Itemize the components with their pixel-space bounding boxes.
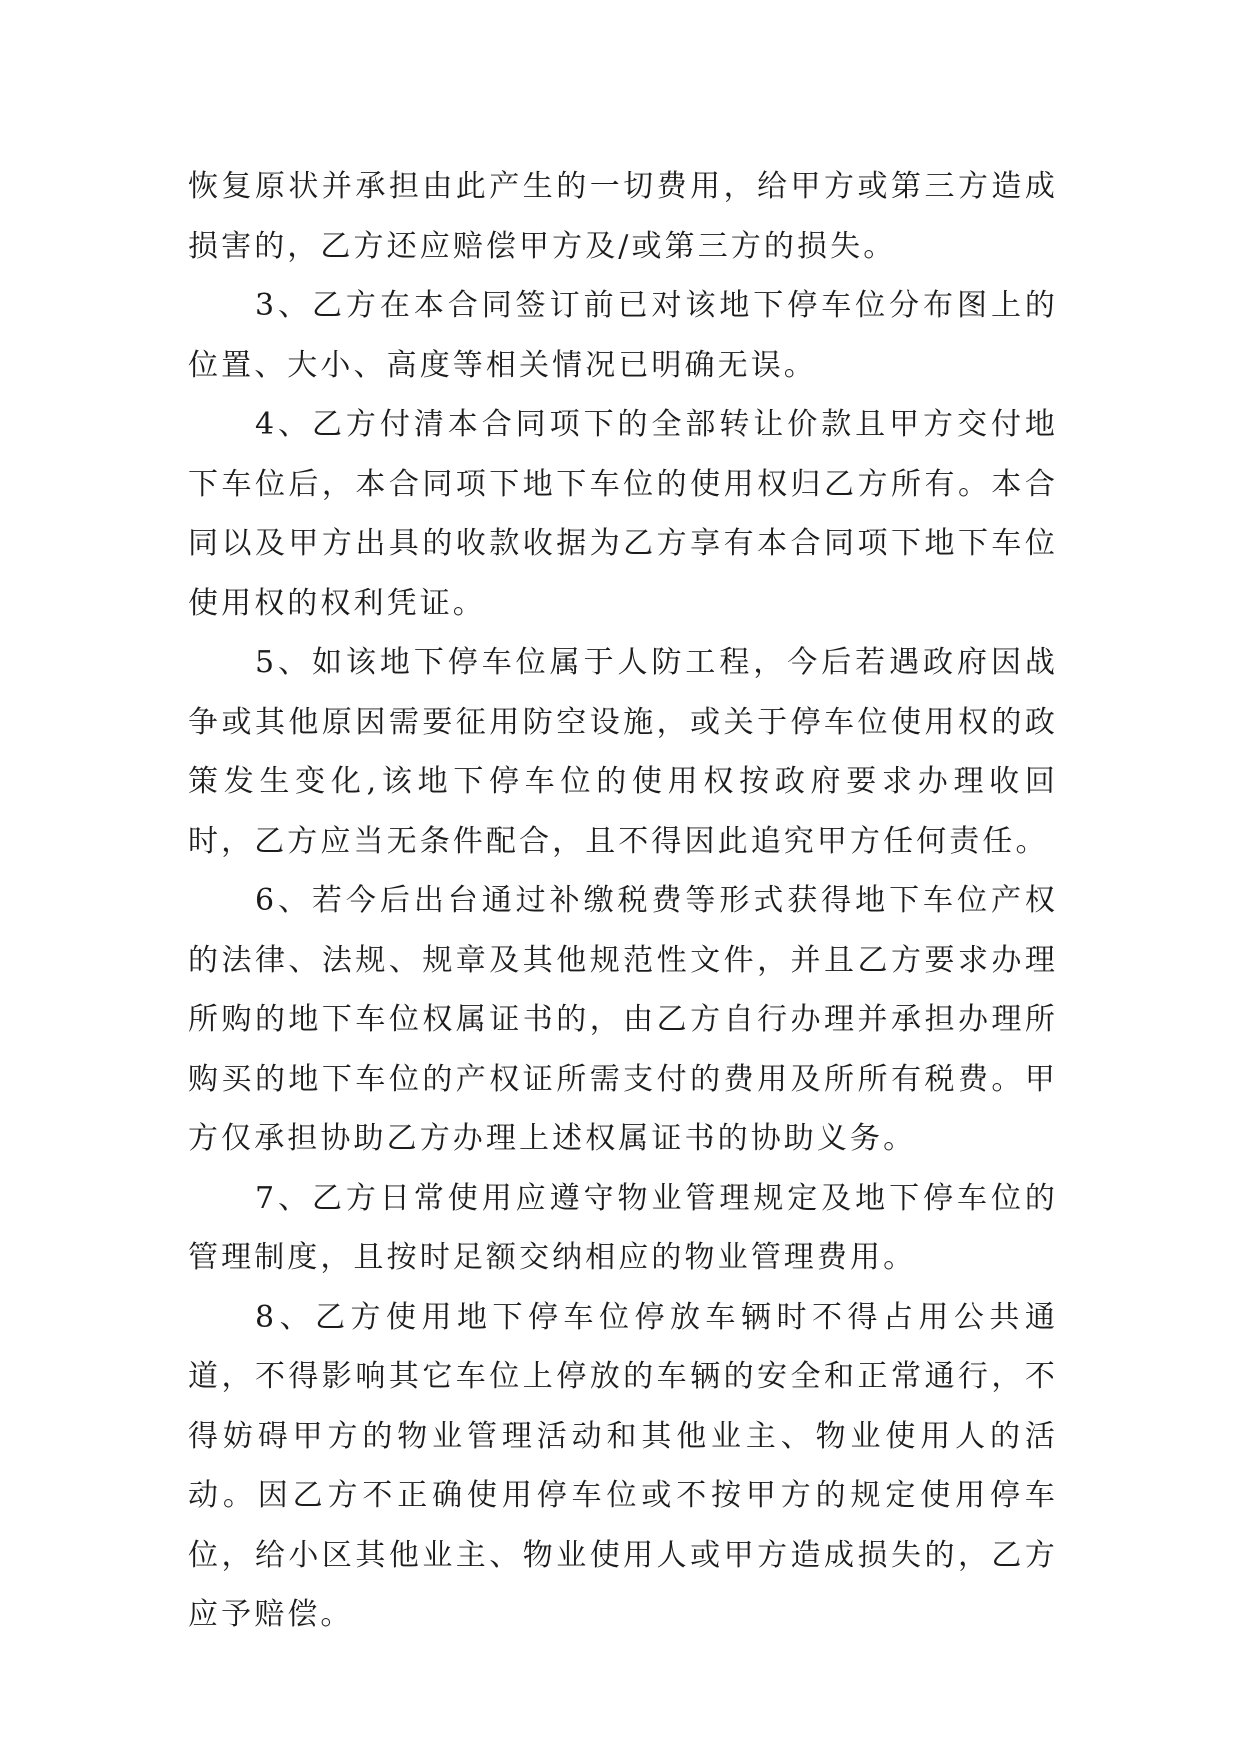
paragraph-clause-4: 4、乙方付清本合同项下的全部转让价款且甲方交付地下车位后，本合同项下地下车位的使用权归乙方所有。本合同以及甲方出具的收款收据为乙方享有本合同项下地下车位使用权的权利凭证。 [188, 407, 1058, 621]
paragraph-clause-5: 5、如该地下停车位属于人防工程，今后若遇政府因战争或其他原因需要征用防空设施，或关于停车位使用权的政策发生变化,该地下停车位的使用权按政府要求办理收回时，乙方应当无条件配合，且不得因此追究甲方任何责任。 [188, 645, 1058, 859]
paragraph-clause-3: 3、乙方在本合同签订前已对该地下停车位分布图上的位置、大小、高度等相关情况已明确无误。 [188, 288, 1058, 383]
paragraph-clause-7: 7、乙方日常使用应遵守物业管理规定及地下停车位的管理制度，且按时足额交纳相应的物业管理费用。 [188, 1180, 1058, 1275]
paragraph-clause-8: 8、乙方使用地下停车位停放车辆时不得占用公共通道，不得影响其它车位上停放的车辆的安全和正常通行，不得妨碍甲方的物业管理活动和其他业主、物业使用人的活动。因乙方不正确使用停车位或不按甲方的规定使用停车位，给小区其他业主、物业使用人或甲方造成损失的，乙方应予赔偿。 [188, 1299, 1058, 1632]
paragraph-continuation: 恢复原状并承担由此产生的一切费用，给甲方或第三方造成损害的，乙方还应赔偿甲方及/或第三方的损失。 [188, 169, 1058, 264]
document-body [188, 157, 1058, 1645]
paragraph-clause-6: 6、若今后出台通过补缴税费等形式获得地下车位产权的法律、法规、规章及其他规范性文件，并且乙方要求办理所购的地下车位权属证书的，由乙方自行办理并承担办理所购买的地下车位的产权证所需支付的费用及所所有税费。甲方仅承担协助乙方办理上述权属证书的协助义务。 [188, 883, 1058, 1156]
